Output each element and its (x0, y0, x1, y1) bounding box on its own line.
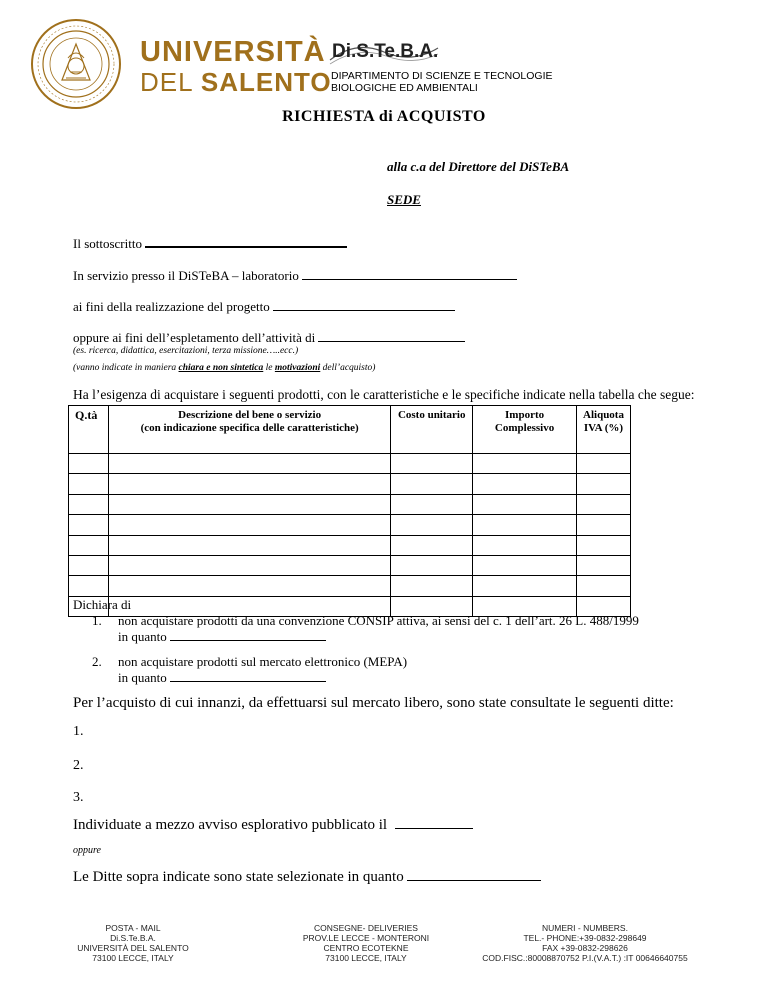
table-row (69, 515, 631, 535)
vat-cell[interactable] (577, 535, 631, 555)
progetto-blank[interactable] (273, 300, 455, 311)
table-row (69, 535, 631, 555)
document-title: RICHIESTA di ACQUISTO (282, 108, 486, 125)
oppure-label: oppure (73, 845, 101, 856)
attivita-blank[interactable] (318, 331, 465, 342)
table-header-row (69, 406, 631, 454)
qty-cell[interactable] (69, 576, 109, 596)
field-attivita: oppure ai fini dell’espletamento dell’attività di (73, 330, 465, 346)
department-logo-text: Di.S.Te.B.A. (332, 41, 439, 62)
header-vat: Aliquota IVA (%) (577, 406, 631, 454)
field-sottoscritto: Il sottoscritto (73, 236, 347, 252)
description-cell[interactable] (108, 576, 390, 596)
vat-cell[interactable] (577, 494, 631, 514)
description-cell[interactable] (108, 515, 390, 535)
total-cell[interactable] (473, 576, 577, 596)
university-logo-text (140, 38, 332, 95)
department-logo (328, 32, 440, 68)
table-row (69, 555, 631, 575)
laboratorio-blank[interactable] (302, 269, 517, 280)
department-name: DIPARTIMENTO DI SCIENZE E TECNOLOGIE BIOLOGICHE ED AMBIENTALI (331, 70, 553, 94)
ditta-3: 3. (73, 790, 84, 805)
unit-cost-cell[interactable] (391, 454, 473, 474)
dichiara-item1-sub: in quanto (118, 629, 326, 645)
table-row (69, 494, 631, 514)
attivita-hint: (es. ricerca, didattica, esercitazioni, terza missione…..ecc.) (73, 346, 299, 356)
addressee-sede: SEDE (387, 192, 421, 207)
table-intro: Ha l’esigenza di acquistare i seguenti prodotti, con le caratteristiche e le specifiche indicate nella tabella che segue: (73, 387, 695, 402)
header-description: Descrizione del bene o servizio (con indicazione specifica delle caratteristiche) (108, 406, 390, 454)
header-qty: Q.tà (69, 406, 109, 454)
total-cell[interactable] (473, 535, 577, 555)
unit-cost-cell[interactable] (391, 555, 473, 575)
sottoscritto-blank[interactable] (145, 236, 347, 248)
avviso-date-blank[interactable] (395, 818, 473, 829)
unit-cost-cell[interactable] (391, 494, 473, 514)
selezionate-line: Le Ditte sopra indicate sono state selezionate in quanto (73, 869, 541, 886)
total-cell[interactable] (473, 555, 577, 575)
mepa-reason-blank[interactable] (170, 671, 326, 682)
vat-cell[interactable] (577, 555, 631, 575)
description-cell[interactable] (108, 494, 390, 514)
unit-cost-cell[interactable] (391, 474, 473, 494)
table-row (69, 474, 631, 494)
total-cell[interactable] (473, 494, 577, 514)
description-cell[interactable] (108, 535, 390, 555)
addressee-line: alla c.a del Direttore del DiSTeBA (387, 159, 570, 174)
vat-cell[interactable] (577, 515, 631, 535)
header-unit-cost: Costo unitario (391, 406, 473, 454)
vat-cell[interactable] (577, 454, 631, 474)
unit-cost-cell[interactable] (391, 535, 473, 555)
products-table (68, 405, 631, 617)
dichiara-item2-text: non acquistare prodotti sul mercato elettronico (MEPA) (118, 654, 408, 669)
footer-mail: POSTA - MAIL Di.S.Te.B.A. UNIVERSITÀ DEL SALENTO 73100 LECCE, ITALY (77, 923, 189, 963)
consip-reason-blank[interactable] (170, 630, 326, 641)
qty-cell[interactable] (69, 515, 109, 535)
dichiara-item1-text: non acquistare prodotti da una convenzione CONSIP attiva, ai sensi del c. 1 dell’art. 26 L. 488/1999 (118, 613, 639, 628)
header-total: Importo Complessivo (473, 406, 577, 454)
total-cell[interactable] (473, 454, 577, 474)
field-progetto: ai fini della realizzazione del progetto (73, 299, 455, 315)
university-name-line2: DEL SALENTO (140, 67, 332, 97)
dichiara-item2-sub: in quanto (118, 670, 326, 686)
ditte-intro: Per l’acquisto di cui innanzi, da effettuarsi sul mercato libero, sono state consultate le seguenti ditte: (73, 695, 674, 711)
description-cell[interactable] (108, 454, 390, 474)
vat-cell[interactable] (577, 576, 631, 596)
dichiara-item2-num: 2. (92, 654, 102, 669)
field-laboratorio: In servizio presso il DiSTeBA – laboratorio (73, 268, 517, 284)
table-row (69, 576, 631, 596)
university-seal-logo (30, 18, 122, 110)
ditta-2: 2. (73, 758, 84, 773)
qty-cell[interactable] (69, 555, 109, 575)
total-cell[interactable] (473, 515, 577, 535)
total-cell[interactable] (473, 474, 577, 494)
avviso-line: Individuate a mezzo avviso esplorativo pubblicato il (73, 817, 473, 834)
qty-cell[interactable] (69, 474, 109, 494)
footer-deliveries: CONSEGNE- DELIVERIES PROV.LE LECCE - MONTERONI CENTRO ECOTEKNE 73100 LECCE, ITALY (302, 923, 430, 963)
unit-cost-cell[interactable] (391, 515, 473, 535)
footer-numbers: NUMERI - NUMBERS. TEL.- PHONE:+39-0832-298649 FAX +39-0832-298626 COD.FISC.:80008870752 P.I.(V.A.T.) :IT 00646640755 (482, 923, 688, 963)
university-name-line1: UNIVERSITÀ (140, 36, 326, 68)
vat-cell[interactable] (577, 474, 631, 494)
qty-cell[interactable] (69, 454, 109, 474)
qty-cell[interactable] (69, 494, 109, 514)
motivazioni-note: (vanno indicate in maniera chiara e non sintetica le motivazioni dell’acquisto) (73, 363, 376, 373)
ditta-1: 1. (73, 724, 84, 739)
unit-cost-cell[interactable] (391, 576, 473, 596)
dichiara-item1-num: 1. (92, 613, 102, 628)
selezionate-blank[interactable] (407, 870, 541, 881)
description-cell[interactable] (108, 474, 390, 494)
table-row (69, 454, 631, 474)
qty-cell[interactable] (69, 535, 109, 555)
description-cell[interactable] (108, 555, 390, 575)
dichiara-title: Dichiara di (73, 597, 132, 612)
